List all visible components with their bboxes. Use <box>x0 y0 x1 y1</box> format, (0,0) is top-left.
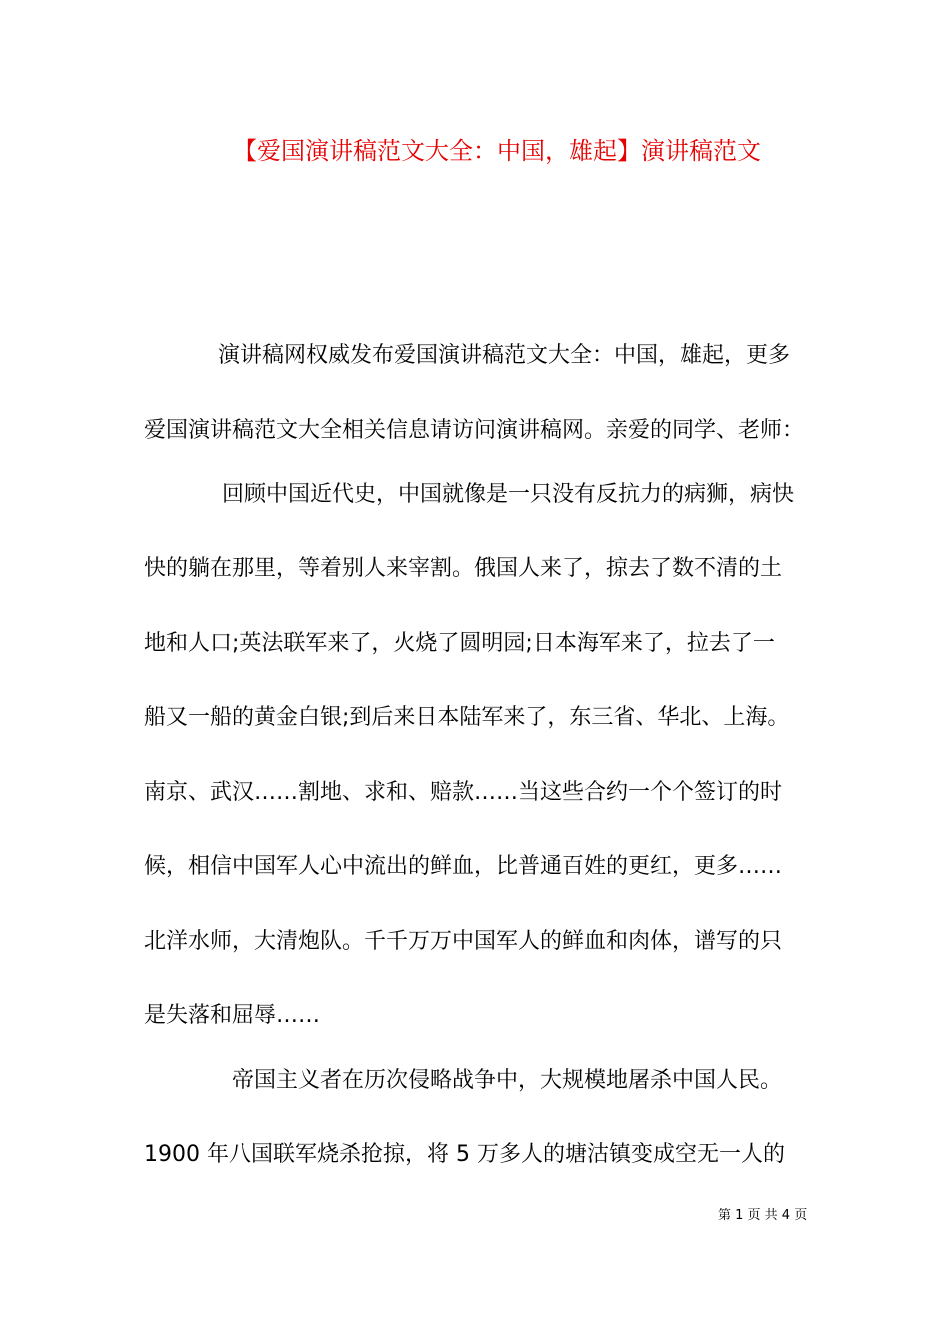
paragraph-line: 船又一船的黄金白银;到后来日本陆军来了，东三省、华北、上海。 <box>144 705 790 730</box>
document-title: 【爱国演讲稿范文大全：中国，雄起】演讲稿范文 <box>233 137 761 165</box>
page-number: 第 1 页 共 4 页 <box>718 1208 808 1223</box>
paragraph-line: 爱国演讲稿范文大全相关信息请访问演讲稿网。亲爱的同学、老师： <box>144 418 805 443</box>
paragraph-line: 演讲稿网权威发布爱国演讲稿范文大全：中国，雄起，更多 <box>218 343 791 368</box>
paragraph-line: 1900 年八国联军烧杀抢掠，将 5 万多人的塘沽镇变成空无一人的 <box>144 1142 785 1167</box>
paragraph-line: 帝国主义者在历次侵略战争中，大规模地屠杀中国人民。 <box>232 1068 783 1093</box>
paragraph-line: 地和人口;英法联军来了，火烧了圆明园;日本海军来了，拉去了一 <box>144 631 775 656</box>
paragraph-line: 回顾中国近代史，中国就像是一只没有反抗力的病狮，病快 <box>222 482 795 507</box>
paragraph-line: 北洋水师，大清炮队。千千万万中国军人的鲜血和肉体，谱写的只 <box>144 929 783 954</box>
paragraph-line: 是失落和屈辱…… <box>144 1003 321 1028</box>
paragraph-line: 候，相信中国军人心中流出的鲜血，比普通百姓的更红，更多…… <box>144 854 783 879</box>
paragraph-line: 南京、武汉……割地、求和、赔款……当这些合约一个个签订的时 <box>144 780 783 805</box>
paragraph-line: 快的躺在那里，等着别人来宰割。俄国人来了，掠去了数不清的土 <box>144 556 783 581</box>
